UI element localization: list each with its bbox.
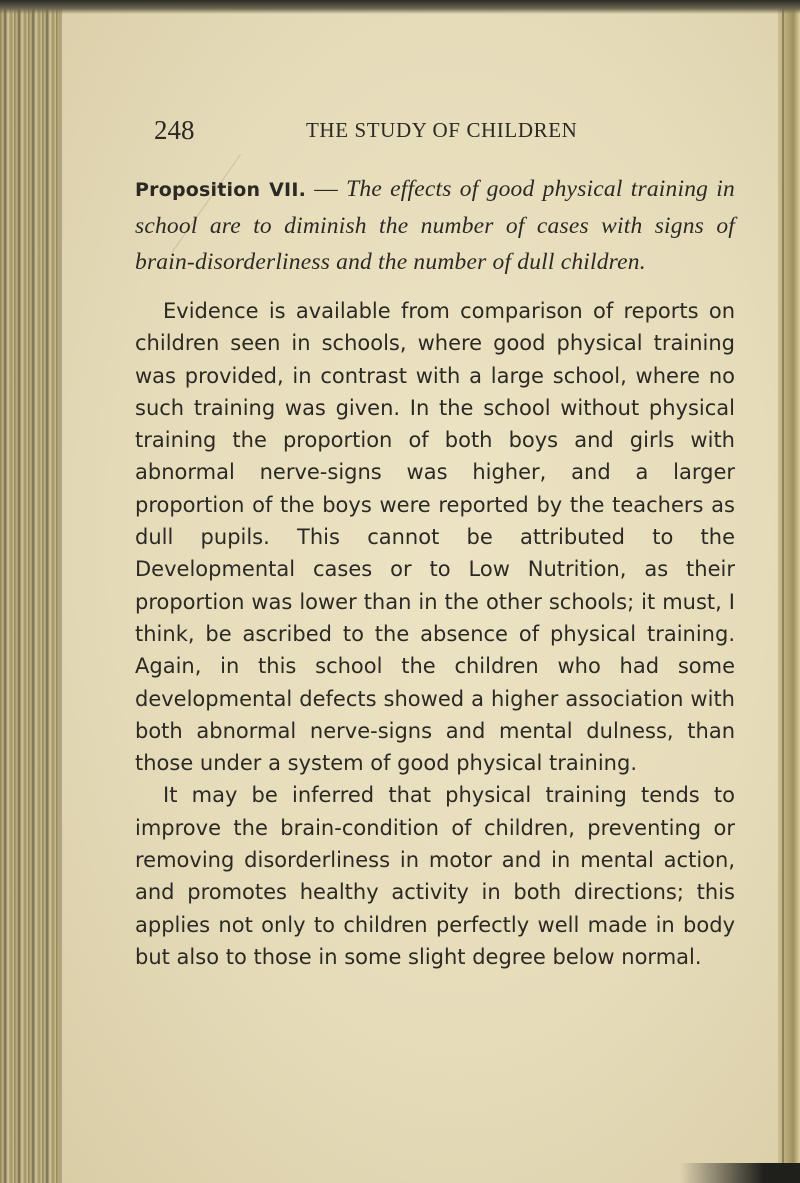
- page-number: 248: [154, 115, 195, 145]
- page-header: [154, 115, 674, 149]
- proposition-text: The effects of good physical training in school are to diminish the number of cases with signs of brain-disorderliness and the number of dull children.: [135, 176, 735, 275]
- book-spine-edge: [0, 0, 60, 1183]
- bottom-corner-shadow: [680, 1163, 800, 1183]
- book-page: [62, 0, 778, 1183]
- paragraph-inference: It may be inferred that physical training tends to improve the brain-condition of children, preventing or removing disorderliness in motor and in mental action, and promotes healthy activity in both directions; this applies not only to children perfectly well made in body but also to those in some slight degree below normal.: [135, 783, 735, 969]
- running-head: THE STUDY OF CHILDREN: [306, 118, 578, 142]
- proposition-label: Proposition VII.: [135, 179, 306, 201]
- proposition: [135, 171, 735, 280]
- proposition-dash: —: [306, 176, 347, 202]
- top-shadow-band: [0, 0, 800, 14]
- paragraph-evidence: Evidence is available from comparison of reports on children seen in schools, where good physical training was provided, in contrast with a large school, where no such training was given. In the school without physical training the proportion of both boys and girls with abnormal nerve-signs was higher, and a larger proportion of the boys were reported by the teachers as dull pupils. This cannot be attributed to the Developmental cases or to Low Nutrition, as their proportion was lower than in the other schools; it must, I think, be ascribed to the absence of physical training. Again, in this school the children who had some developmental defects showed a higher association with both abnormal nerve-signs and mental dulness, than those under a system of good physical training.: [135, 299, 735, 776]
- right-page-edge: [778, 0, 800, 1183]
- body-text: [135, 171, 735, 973]
